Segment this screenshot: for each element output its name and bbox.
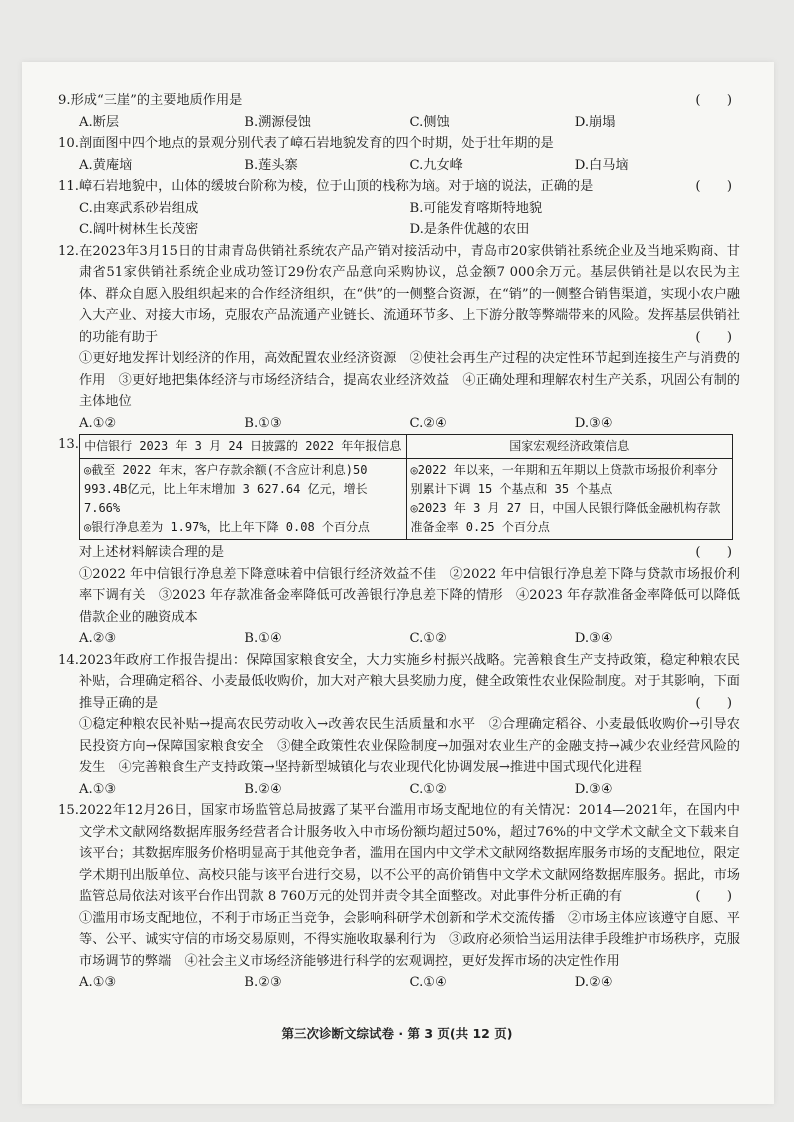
option-d: D.是条件优越的农田 bbox=[409, 222, 530, 237]
answer-paren: ( ) bbox=[695, 695, 732, 711]
question-12-stem bbox=[58, 241, 740, 349]
answer-paren: ( ) bbox=[695, 93, 732, 108]
question-13-statements: ①2022 年中信银行净息差下降意味着中信银行经济效益不佳 ②2022 年中信银行净息差下降与贷款市场报价利率下调有关 ③2023 年存款准备金率降低可改善银行净息差下降的情形 ④2023 年存款准备金率降低可以降低借款企业的融资成本 bbox=[79, 566, 740, 625]
question-12-options bbox=[58, 413, 740, 435]
question-14 bbox=[58, 650, 740, 801]
option-c: C.①② bbox=[409, 781, 447, 797]
question-12-text: 12.在2023年3月15日的甘肃青岛供销社系统农产品产销对接活动中，青岛市20家供销社系统企业及当地采购商、甘肃省51家供销社系统企业成功签订29份农产品意向采购协议，总金额7 000余万元。基层供销社是以农民为主体、群众自愿入股组织起来的合作经济组织，在“供”的一侧整合资源，在“销”的一侧整合销售渠道，实现小农户融入大产业、对接大市场，克服农产品流通产业链长、流通环节多、上下游分散等弊端带来的风险。发挥基层供销社的功能有助于 bbox=[58, 243, 740, 345]
question-14-text: 14.2023年政府工作报告提出：保障国家粮食安全，大力实施乡村振兴战略。完善粮食生产支持政策，稳定种粮农民补贴，合理确定稻谷、小麦最低收购价，加大对产粮大县奖励力度，健全政策性农业保险制度。对于其影响，下面推导正确的是 bbox=[58, 652, 740, 711]
question-14-statements: ①稳定种粮农民补贴→提高农民劳动收入→改善农民生活质量和水平 ②合理确定稻谷、小麦最低收购价→引导农民投资方向→保障国家粮食安全 ③健全政策性农业保险制度→加强对农业生产的金融支持→减少农业经营风险的发生 ④完善粮食生产支持政策→坚持新型城镇化与农业现代化协调发展→推进中国式现代化进程 bbox=[79, 717, 740, 775]
option-d: D.③④ bbox=[574, 415, 613, 431]
option-a: A.断层 bbox=[79, 114, 120, 130]
option-b: B.莲头寨 bbox=[244, 157, 298, 173]
answer-paren: ( ) bbox=[695, 889, 732, 904]
question-10 bbox=[58, 133, 740, 176]
question-11-stem: 11.嶂石岩地貌中，山体的缓坡台阶称为棱，位于山顶的栈称为垴。对于垴的说法，正确的是 bbox=[58, 179, 594, 194]
option-c: C.侧蚀 bbox=[409, 114, 450, 130]
question-12 bbox=[58, 241, 740, 435]
question-14-options bbox=[58, 779, 740, 801]
option-b: B.①③ bbox=[244, 415, 282, 431]
option-a: A.①③ bbox=[79, 975, 117, 990]
page-footer: 第三次诊断文综试卷 · 第 3 页(共 12 页) bbox=[281, 1026, 513, 1041]
question-15-text: 15.2022年12月26日，国家市场监管总局披露了某平台滥用市场支配地位的有关情况：2014—2021年，在国内中文学术文献网络数据库服务经营者合计服务收入中市场份额均超过50%，超过76%的中文学术文献全文下载来自该平台；其数据库服务价格明显高于其他竞争者，滥用在国内中文学术文献网络数据库服务市场的支配地位，限定学术期刊出版单位、高校只能与该平台进行交易，以不公平的高价销售中文学术文献网络数据库服务。据此，市场监管总局依法对该平台作出罚款 8 760万元的处罚并责令其全面整改。对此事件分析正确的有 bbox=[58, 803, 740, 904]
question-11-options-row1 bbox=[58, 198, 740, 220]
question-15-options bbox=[58, 972, 740, 994]
question-12-statements: ①更好地发挥计划经济的作用，高效配置农业经济资源 ②使社会再生产过程的决定性环节起到连接生产与消费的作用 ③更好地把集体经济与市场经济结合，提高农业经济效益 ④正确处理和理解农村生产关系，巩固公有制的主体地位 bbox=[79, 351, 740, 409]
option-a: A.①② bbox=[79, 415, 117, 431]
question-9-stem: 9.形成“三崖”的主要地质作用是 bbox=[58, 93, 243, 108]
question-9 bbox=[58, 90, 740, 133]
option-c: C.②④ bbox=[409, 415, 447, 431]
question-15 bbox=[58, 800, 740, 994]
question-14-stem bbox=[58, 650, 740, 715]
question-13-stem bbox=[58, 542, 740, 564]
question-13 bbox=[58, 434, 740, 650]
info-table bbox=[79, 434, 733, 540]
option-c: C.①② bbox=[409, 631, 447, 646]
option-d: D.②④ bbox=[574, 975, 613, 990]
option-b: B.①④ bbox=[244, 631, 282, 646]
table-header-right: 国家宏观经济政策信息 bbox=[406, 435, 733, 459]
question-13-text: 对上述材料解读合理的是 bbox=[79, 545, 225, 560]
option-c: C.九女峰 bbox=[409, 157, 463, 173]
option-b: B.溯源侵蚀 bbox=[244, 114, 311, 130]
page-content bbox=[58, 90, 740, 994]
option-b: B.②④ bbox=[244, 781, 282, 797]
question-13-number: 13. bbox=[58, 437, 79, 452]
answer-paren: ( ) bbox=[695, 179, 732, 194]
option-d: D.崩塌 bbox=[574, 114, 616, 130]
option-b: B.②③ bbox=[244, 975, 282, 990]
answer-paren: ( ) bbox=[695, 545, 732, 560]
option-d: D.③④ bbox=[574, 781, 613, 797]
option-a: A.②③ bbox=[79, 631, 117, 646]
question-13-options bbox=[58, 628, 740, 650]
option-a: A.黄庵垴 bbox=[79, 157, 133, 173]
question-15-statements: ①滥用市场支配地位，不利于市场正当竞争，会影响科研学术创新和学术交流传播 ②市场主体应该遵守自愿、平等、公平、诚实守信的市场交易原则，不得实施收取暴利行为 ③政府必须恰当运用法律手段维护市场秩序，克服市场调节的弊端 ④社会主义市场经济能够进行科学的宏观调控，更好发挥市场的决定性作用 bbox=[79, 910, 740, 969]
option-d: D.③④ bbox=[574, 631, 613, 646]
table-header-left: 中信银行 2023 年 3 月 24 日披露的 2022 年年报信息 bbox=[80, 435, 407, 459]
option-c: C.①④ bbox=[409, 975, 447, 990]
exam-page bbox=[22, 62, 774, 1104]
question-10-stem: 10.剖面图中四个地点的景观分别代表了嶂石岩地貌发育的四个时期，处于壮年期的是 bbox=[58, 136, 554, 151]
option-a: A.①③ bbox=[79, 781, 117, 797]
question-10-options bbox=[58, 155, 740, 177]
option-c: C.阔叶树林生长茂密 bbox=[79, 222, 199, 237]
question-9-options bbox=[58, 112, 740, 134]
question-11 bbox=[58, 176, 740, 241]
option-d: D.白马垴 bbox=[574, 157, 629, 173]
question-11-options-row2 bbox=[58, 219, 740, 241]
option-b: B.可能发育喀斯特地貌 bbox=[409, 200, 543, 216]
option-a: C.由寒武系砂岩组成 bbox=[79, 200, 199, 216]
answer-paren: ( ) bbox=[695, 329, 732, 345]
table-cell-right: ◎2022 年以来，一年期和五年期以上贷款市场报价利率分别累计下调 15 个基点和 35 个基点 ◎2023 年 3 月 27 日，中国人民银行降低金融机构存款准备金率 0.25 个百分点 bbox=[406, 459, 733, 540]
question-15-stem bbox=[58, 800, 740, 908]
table-cell-left: ◎截至 2022 年末，客户存款余额(不含应计利息)50 993.4B亿元，比上年末增加 3 627.64 亿元，增长 7.66% ◎银行净息差为 1.97%，比上年下降 0.08 个百分点 bbox=[80, 459, 407, 540]
